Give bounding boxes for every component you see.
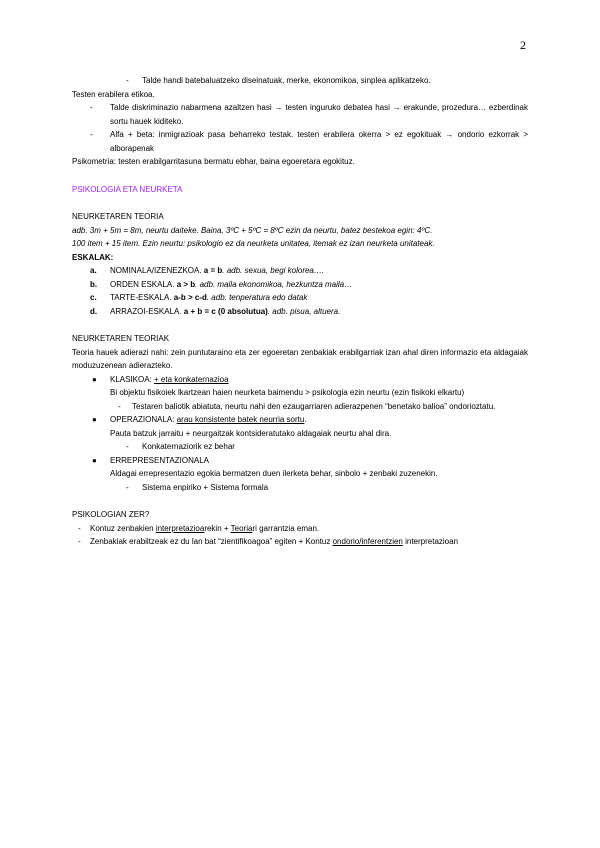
example-2: 100 item + 15 item. Ezin neurtu: psikologio ez da neurketa unitatea, itemak ez izan neurketa unitateak.: [72, 239, 435, 248]
scale-letter: c.: [90, 293, 97, 302]
operazionala-text: Pauta batzuk jarraitu + neurgaitzak kontsideratutako aldagaiak neurtu ahal dira.: [110, 428, 392, 438]
testen-item-2: Alfa + beta: inmigrazioak pasa beharreko testak. testen erabilera okerra > ez egokituak → ondorio ezkorrak > alborapenak: [110, 130, 528, 153]
list-item: - Talde handi batebaluatzeko diseinatuak, merke, ekonomikoa, sinplea aplikatzeko.: [126, 76, 431, 85]
list-item: - Konkaternaziorik ez behar: [126, 442, 235, 451]
list-item: - Testaren baliotik abiatuta, neurtu nahi den ezaugarriaren adierazpenen “benetako balioa” ondorioztatu.: [118, 401, 496, 411]
testen-item-1: Talde diskriminazio nabarmena azaltzen hasi → testen inguruko debatea hasi → erakunde, prozedura… ezberdinak sortu hauek kiditeko.: [110, 103, 528, 126]
underlined-term: ondorio/inferentzien: [332, 537, 403, 546]
scale-formula: a + b = c (0 absolutua): [181, 306, 268, 316]
scale-name: TARTE-ESKALA.: [110, 293, 172, 302]
scale-letter: d.: [90, 306, 98, 316]
klasikoa-label: KLASIKOA:: [110, 374, 152, 384]
teoriak-intro: Teoria hauek adierazi nahi: zein puntutaraino eta zer egoeretan zenbakiak erabilgarriak izan ahal diren informazio eta aldagaiak moduzuzenean adierazteko.: [72, 347, 528, 370]
errepresentazionala-label: ERREPRESENTAZIONALA: [110, 455, 209, 465]
scale-item: [72, 291, 528, 305]
top-item-text: Talde handi batebaluatzeko diseinatuak, merke, ekonomikoa, sinplea aplikatzeko.: [142, 76, 431, 85]
underlined-term: Teoria: [230, 523, 253, 533]
scale-item: [72, 278, 528, 292]
operazionala-sub: Konkaternaziorik ez behar: [142, 442, 235, 451]
list-item: [72, 373, 528, 387]
scale-example: . adb. sexua, begi kolorea….: [222, 266, 325, 275]
list-item: - Sistema enpiriko + Sistema formala: [126, 482, 269, 492]
scale-example: . adb. tenperatura edo datak: [206, 293, 308, 302]
example-1: adb. 3m + 5m = 8m, neurtu daiteke. Baina, 3ºC + 5ºC = 8ºC ezin da neurtu, batez bestekoa egin: 4ºC.: [72, 225, 433, 235]
bullet-icon: ●: [92, 374, 97, 384]
scale-formula: a = b: [201, 266, 223, 275]
text-segment: ri garrantzia eman.: [252, 523, 320, 533]
list-item: - Talde diskriminazio nabarmena azaltzen hasi → testen inguruko debatea hasi → erakunde, prozedura… ezberdinak sortu hauek kiditeko.: [90, 103, 528, 126]
scale-name: ARRAZOI-ESKALA.: [110, 306, 182, 316]
scale-letter: b.: [90, 279, 98, 289]
page-content: [72, 74, 528, 549]
neurketaren-teoriak-heading: NEURKETAREN TEORIAK: [72, 334, 170, 343]
text-segment: Kontuz zenbakien: [90, 523, 156, 533]
psikologian-zer-heading: PSIKOLOGIAN ZER?: [72, 510, 150, 519]
section-title: PSIKOLOGIA ETA NEURKETA: [72, 184, 183, 194]
text-segment: Zenbakiak erabiltzeak ez du lan bat “zientifikoagoa” egiten + Kontuz: [90, 537, 333, 546]
scale-formula: a-b > c-d: [171, 293, 207, 302]
scale-example: . adb. pisua, altuera.: [267, 306, 341, 316]
underlined-term: interpretazioa: [155, 523, 205, 533]
psikometria-line: Psikometria: testen erabilgarritasuna bermatu ebhar, baina egoeretara egokituz.: [72, 157, 355, 166]
scale-item: [72, 305, 528, 319]
scale-letter: a.: [90, 266, 97, 275]
text-segment: rekin +: [204, 523, 231, 533]
operazionala-label: OPERAZIONALA:: [110, 415, 175, 424]
testen-heading: Testen erabilera etikoa.: [72, 89, 155, 99]
list-item: ● OPERAZIONALA: arau konsistente batek neurria sortu.: [72, 413, 528, 427]
bullet-icon: ●: [92, 415, 97, 424]
bullet-icon: ●: [92, 455, 97, 465]
klasikoa-underlined: + eta konkaternazioa: [154, 374, 229, 384]
scale-formula: a > b: [174, 279, 196, 289]
eskalak-label: ESKALAK:: [72, 252, 114, 262]
errepresentazionala-sub: Sistema enpiriko + Sistema formala: [142, 482, 269, 492]
scale-name: ORDEN ESKALA.: [110, 279, 175, 289]
scale-name: NOMINALA/IZENEZKOA.: [110, 266, 202, 275]
list-item: - Kontuz zenbakien interpretazioarekin + Teoriari garrantzia eman.: [78, 523, 320, 533]
list-item: - Alfa + beta: inmigrazioak pasa beharreko testak. testen erabilera okerra > ez egokituak → ondorio ezkorrak > alborapenak: [90, 130, 528, 153]
scale-item: [72, 264, 528, 278]
neurketaren-teoria-heading: NEURKETAREN TEORIA: [72, 212, 164, 221]
klasikoa-sub: Testaren baliotik abiatuta, neurtu nahi den ezaugarriaren adierazpenen “benetako balioa” ondorioztatu.: [132, 401, 496, 411]
text-segment: interpretazioan: [402, 537, 459, 546]
operazionala-underlined: arau konsistente batek neurria sortu: [176, 415, 305, 424]
klasikoa-text: Bi objektu fisikoiek lkartzean haien neurketa baimendu > psikologia ezin neurtu (ezin fisikoki elkartu): [110, 388, 465, 397]
scale-example: . adb. maila ekonomikoa, hezkuntza maila…: [195, 279, 353, 289]
list-item: [72, 454, 528, 468]
list-item: - Zenbakiak erabiltzeak ez du lan bat “zientifikoagoa” egiten + Kontuz ondorio/inferentzien interpretazioan: [78, 537, 459, 546]
errepresentazionala-text: Aldagai errepresentazio egokia bermatzen duen ilerketa behar, sinbolo + zenbaki zuzenekin.: [110, 469, 438, 478]
page-number: 2: [520, 38, 526, 52]
